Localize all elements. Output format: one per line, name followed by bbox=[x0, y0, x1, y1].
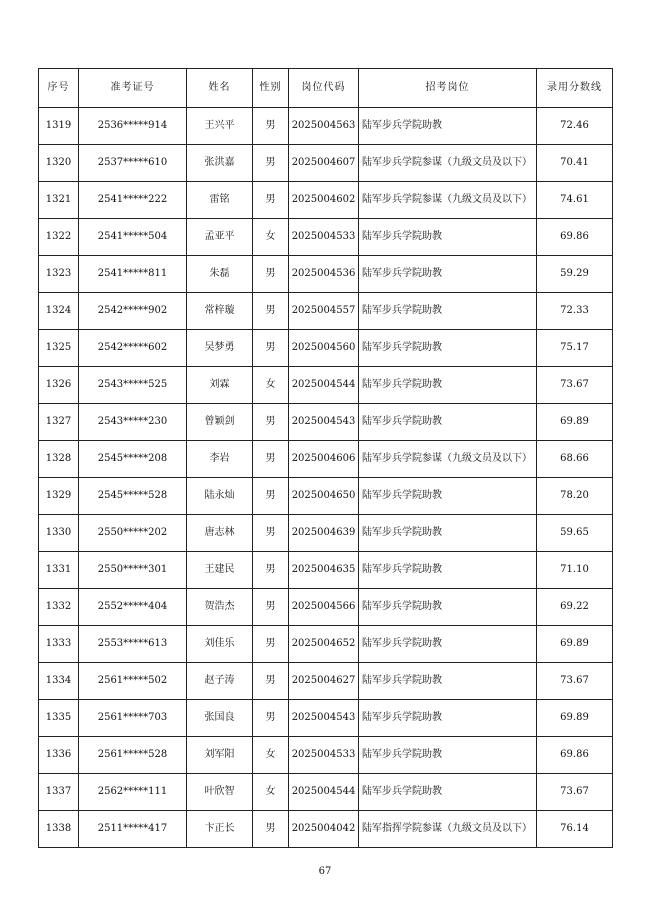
cell-post: 陆军步兵学院助教 bbox=[359, 219, 537, 256]
cell-score: 68.66 bbox=[537, 441, 613, 478]
cell-name: 陆永灿 bbox=[187, 478, 253, 515]
header-seq: 序号 bbox=[39, 69, 79, 108]
cell-seq: 1319 bbox=[39, 108, 79, 145]
cell-post: 陆军步兵学院助教 bbox=[359, 256, 537, 293]
table-row bbox=[39, 552, 613, 589]
table-row bbox=[39, 811, 613, 848]
cell-post: 陆军步兵学院参谋（九级文员及以下） bbox=[359, 182, 537, 219]
table-row bbox=[39, 330, 613, 367]
table-row bbox=[39, 663, 613, 700]
cell-name: 刘军阳 bbox=[187, 737, 253, 774]
cell-score: 59.65 bbox=[537, 515, 613, 552]
cell-name: 刘佳乐 bbox=[187, 626, 253, 663]
table-row bbox=[39, 700, 613, 737]
cell-ticket: 2541*****811 bbox=[79, 256, 187, 293]
cell-seq: 1323 bbox=[39, 256, 79, 293]
cell-code: 2025004606 bbox=[289, 441, 359, 478]
cell-gender: 男 bbox=[253, 552, 289, 589]
cell-name: 张国良 bbox=[187, 700, 253, 737]
cell-post: 陆军步兵学院参谋（九级文员及以下） bbox=[359, 145, 537, 182]
cell-seq: 1331 bbox=[39, 552, 79, 589]
cell-gender: 男 bbox=[253, 700, 289, 737]
cell-score: 73.67 bbox=[537, 367, 613, 404]
cell-seq: 1337 bbox=[39, 774, 79, 811]
header-name: 姓名 bbox=[187, 69, 253, 108]
cell-post: 陆军步兵学院助教 bbox=[359, 108, 537, 145]
cell-ticket: 2541*****504 bbox=[79, 219, 187, 256]
cell-gender: 男 bbox=[253, 515, 289, 552]
cell-seq: 1326 bbox=[39, 367, 79, 404]
cell-code: 2025004544 bbox=[289, 367, 359, 404]
cell-score: 75.17 bbox=[537, 330, 613, 367]
cell-gender: 男 bbox=[253, 145, 289, 182]
cell-code: 2025004627 bbox=[289, 663, 359, 700]
cell-name: 雷铭 bbox=[187, 182, 253, 219]
cell-gender: 男 bbox=[253, 663, 289, 700]
table-row bbox=[39, 441, 613, 478]
cell-name: 常梓璇 bbox=[187, 293, 253, 330]
cell-score: 76.14 bbox=[537, 811, 613, 848]
cell-code: 2025004602 bbox=[289, 182, 359, 219]
cell-gender: 男 bbox=[253, 330, 289, 367]
cell-score: 69.86 bbox=[537, 219, 613, 256]
cell-post: 陆军步兵学院助教 bbox=[359, 367, 537, 404]
cell-ticket: 2562*****111 bbox=[79, 774, 187, 811]
cell-name: 曾颖剑 bbox=[187, 404, 253, 441]
cell-score: 73.67 bbox=[537, 663, 613, 700]
cell-post: 陆军步兵学院助教 bbox=[359, 589, 537, 626]
cell-name: 卞正长 bbox=[187, 811, 253, 848]
cell-post: 陆军步兵学院助教 bbox=[359, 737, 537, 774]
cell-score: 69.22 bbox=[537, 589, 613, 626]
cell-ticket: 2553*****613 bbox=[79, 626, 187, 663]
cell-seq: 1324 bbox=[39, 293, 79, 330]
cell-score: 69.89 bbox=[537, 404, 613, 441]
table-row bbox=[39, 145, 613, 182]
cell-name: 吴梦勇 bbox=[187, 330, 253, 367]
table-row bbox=[39, 774, 613, 811]
cell-ticket: 2550*****202 bbox=[79, 515, 187, 552]
cell-seq: 1336 bbox=[39, 737, 79, 774]
table-row bbox=[39, 478, 613, 515]
cell-score: 72.46 bbox=[537, 108, 613, 145]
cell-code: 2025004543 bbox=[289, 700, 359, 737]
cell-ticket: 2545*****528 bbox=[79, 478, 187, 515]
cell-post: 陆军指挥学院参谋（九级文员及以下） bbox=[359, 811, 537, 848]
cell-code: 2025004533 bbox=[289, 219, 359, 256]
table-row bbox=[39, 108, 613, 145]
cell-code: 2025004544 bbox=[289, 774, 359, 811]
cell-code: 2025004543 bbox=[289, 404, 359, 441]
cell-name: 赵子涛 bbox=[187, 663, 253, 700]
cell-seq: 1338 bbox=[39, 811, 79, 848]
cell-name: 叶欣智 bbox=[187, 774, 253, 811]
cell-seq: 1333 bbox=[39, 626, 79, 663]
cell-ticket: 2543*****230 bbox=[79, 404, 187, 441]
table-row bbox=[39, 589, 613, 626]
header-gender: 性别 bbox=[253, 69, 289, 108]
table-row bbox=[39, 219, 613, 256]
header-row bbox=[39, 69, 613, 108]
cell-post: 陆军步兵学院助教 bbox=[359, 774, 537, 811]
cell-score: 74.61 bbox=[537, 182, 613, 219]
cell-ticket: 2511*****417 bbox=[79, 811, 187, 848]
cell-name: 刘霖 bbox=[187, 367, 253, 404]
cell-gender: 女 bbox=[253, 219, 289, 256]
cell-post: 陆军步兵学院助教 bbox=[359, 700, 537, 737]
cell-seq: 1330 bbox=[39, 515, 79, 552]
cell-gender: 男 bbox=[253, 441, 289, 478]
cell-code: 2025004563 bbox=[289, 108, 359, 145]
table-row bbox=[39, 182, 613, 219]
header-score: 录用分数线 bbox=[537, 69, 613, 108]
cell-gender: 男 bbox=[253, 293, 289, 330]
cell-name: 孟亚平 bbox=[187, 219, 253, 256]
cell-ticket: 2552*****404 bbox=[79, 589, 187, 626]
cell-score: 69.89 bbox=[537, 700, 613, 737]
cell-code: 2025004652 bbox=[289, 626, 359, 663]
cell-code: 2025004042 bbox=[289, 811, 359, 848]
cell-ticket: 2545*****208 bbox=[79, 441, 187, 478]
cell-score: 69.86 bbox=[537, 737, 613, 774]
cell-name: 王兴平 bbox=[187, 108, 253, 145]
cell-seq: 1329 bbox=[39, 478, 79, 515]
page-number: 67 bbox=[318, 866, 332, 877]
cell-name: 唐志林 bbox=[187, 515, 253, 552]
cell-code: 2025004536 bbox=[289, 256, 359, 293]
cell-score: 73.67 bbox=[537, 774, 613, 811]
cell-code: 2025004607 bbox=[289, 145, 359, 182]
cell-gender: 男 bbox=[253, 811, 289, 848]
cell-ticket: 2541*****222 bbox=[79, 182, 187, 219]
cell-gender: 女 bbox=[253, 367, 289, 404]
cell-name: 王建民 bbox=[187, 552, 253, 589]
cell-code: 2025004650 bbox=[289, 478, 359, 515]
cell-ticket: 2542*****602 bbox=[79, 330, 187, 367]
cell-gender: 女 bbox=[253, 737, 289, 774]
cell-gender: 男 bbox=[253, 589, 289, 626]
cell-code: 2025004566 bbox=[289, 589, 359, 626]
cell-name: 贺浩杰 bbox=[187, 589, 253, 626]
cell-seq: 1335 bbox=[39, 700, 79, 737]
cell-post: 陆军步兵学院助教 bbox=[359, 330, 537, 367]
cell-code: 2025004560 bbox=[289, 330, 359, 367]
cell-score: 71.10 bbox=[537, 552, 613, 589]
cell-gender: 男 bbox=[253, 404, 289, 441]
cell-name: 朱磊 bbox=[187, 256, 253, 293]
cell-gender: 男 bbox=[253, 626, 289, 663]
cell-ticket: 2561*****528 bbox=[79, 737, 187, 774]
cell-ticket: 2542*****902 bbox=[79, 293, 187, 330]
cell-seq: 1322 bbox=[39, 219, 79, 256]
cell-gender: 男 bbox=[253, 478, 289, 515]
cell-name: 张洪嘉 bbox=[187, 145, 253, 182]
cell-score: 69.89 bbox=[537, 626, 613, 663]
cell-gender: 男 bbox=[253, 182, 289, 219]
cell-post: 陆军步兵学院参谋（九级文员及以下） bbox=[359, 441, 537, 478]
cell-name: 李岩 bbox=[187, 441, 253, 478]
cell-post: 陆军步兵学院助教 bbox=[359, 404, 537, 441]
table-row bbox=[39, 293, 613, 330]
cell-seq: 1328 bbox=[39, 441, 79, 478]
cell-gender: 女 bbox=[253, 774, 289, 811]
table-row bbox=[39, 737, 613, 774]
cell-ticket: 2561*****502 bbox=[79, 663, 187, 700]
cell-ticket: 2561*****703 bbox=[79, 700, 187, 737]
table-row bbox=[39, 515, 613, 552]
cell-code: 2025004557 bbox=[289, 293, 359, 330]
cell-seq: 1325 bbox=[39, 330, 79, 367]
cell-score: 72.33 bbox=[537, 293, 613, 330]
cell-seq: 1332 bbox=[39, 589, 79, 626]
cell-ticket: 2543*****525 bbox=[79, 367, 187, 404]
cell-code: 2025004635 bbox=[289, 552, 359, 589]
cell-post: 陆军步兵学院助教 bbox=[359, 515, 537, 552]
header-code: 岗位代码 bbox=[289, 69, 359, 108]
header-ticket: 准考证号 bbox=[79, 69, 187, 108]
table-row bbox=[39, 367, 613, 404]
cell-code: 2025004639 bbox=[289, 515, 359, 552]
cell-code: 2025004533 bbox=[289, 737, 359, 774]
cell-seq: 1327 bbox=[39, 404, 79, 441]
cell-post: 陆军步兵学院助教 bbox=[359, 552, 537, 589]
table-row bbox=[39, 256, 613, 293]
cell-ticket: 2536*****914 bbox=[79, 108, 187, 145]
cell-ticket: 2537*****610 bbox=[79, 145, 187, 182]
header-post: 招考岗位 bbox=[359, 69, 537, 108]
cell-score: 78.20 bbox=[537, 478, 613, 515]
results-table bbox=[38, 68, 613, 848]
table-row bbox=[39, 626, 613, 663]
cell-post: 陆军步兵学院助教 bbox=[359, 293, 537, 330]
cell-post: 陆军步兵学院助教 bbox=[359, 663, 537, 700]
cell-seq: 1321 bbox=[39, 182, 79, 219]
cell-ticket: 2550*****301 bbox=[79, 552, 187, 589]
cell-post: 陆军步兵学院助教 bbox=[359, 478, 537, 515]
cell-seq: 1320 bbox=[39, 145, 79, 182]
cell-seq: 1334 bbox=[39, 663, 79, 700]
cell-gender: 男 bbox=[253, 108, 289, 145]
cell-score: 70.41 bbox=[537, 145, 613, 182]
cell-post: 陆军步兵学院助教 bbox=[359, 626, 537, 663]
table-row bbox=[39, 404, 613, 441]
cell-score: 59.29 bbox=[537, 256, 613, 293]
cell-gender: 男 bbox=[253, 256, 289, 293]
